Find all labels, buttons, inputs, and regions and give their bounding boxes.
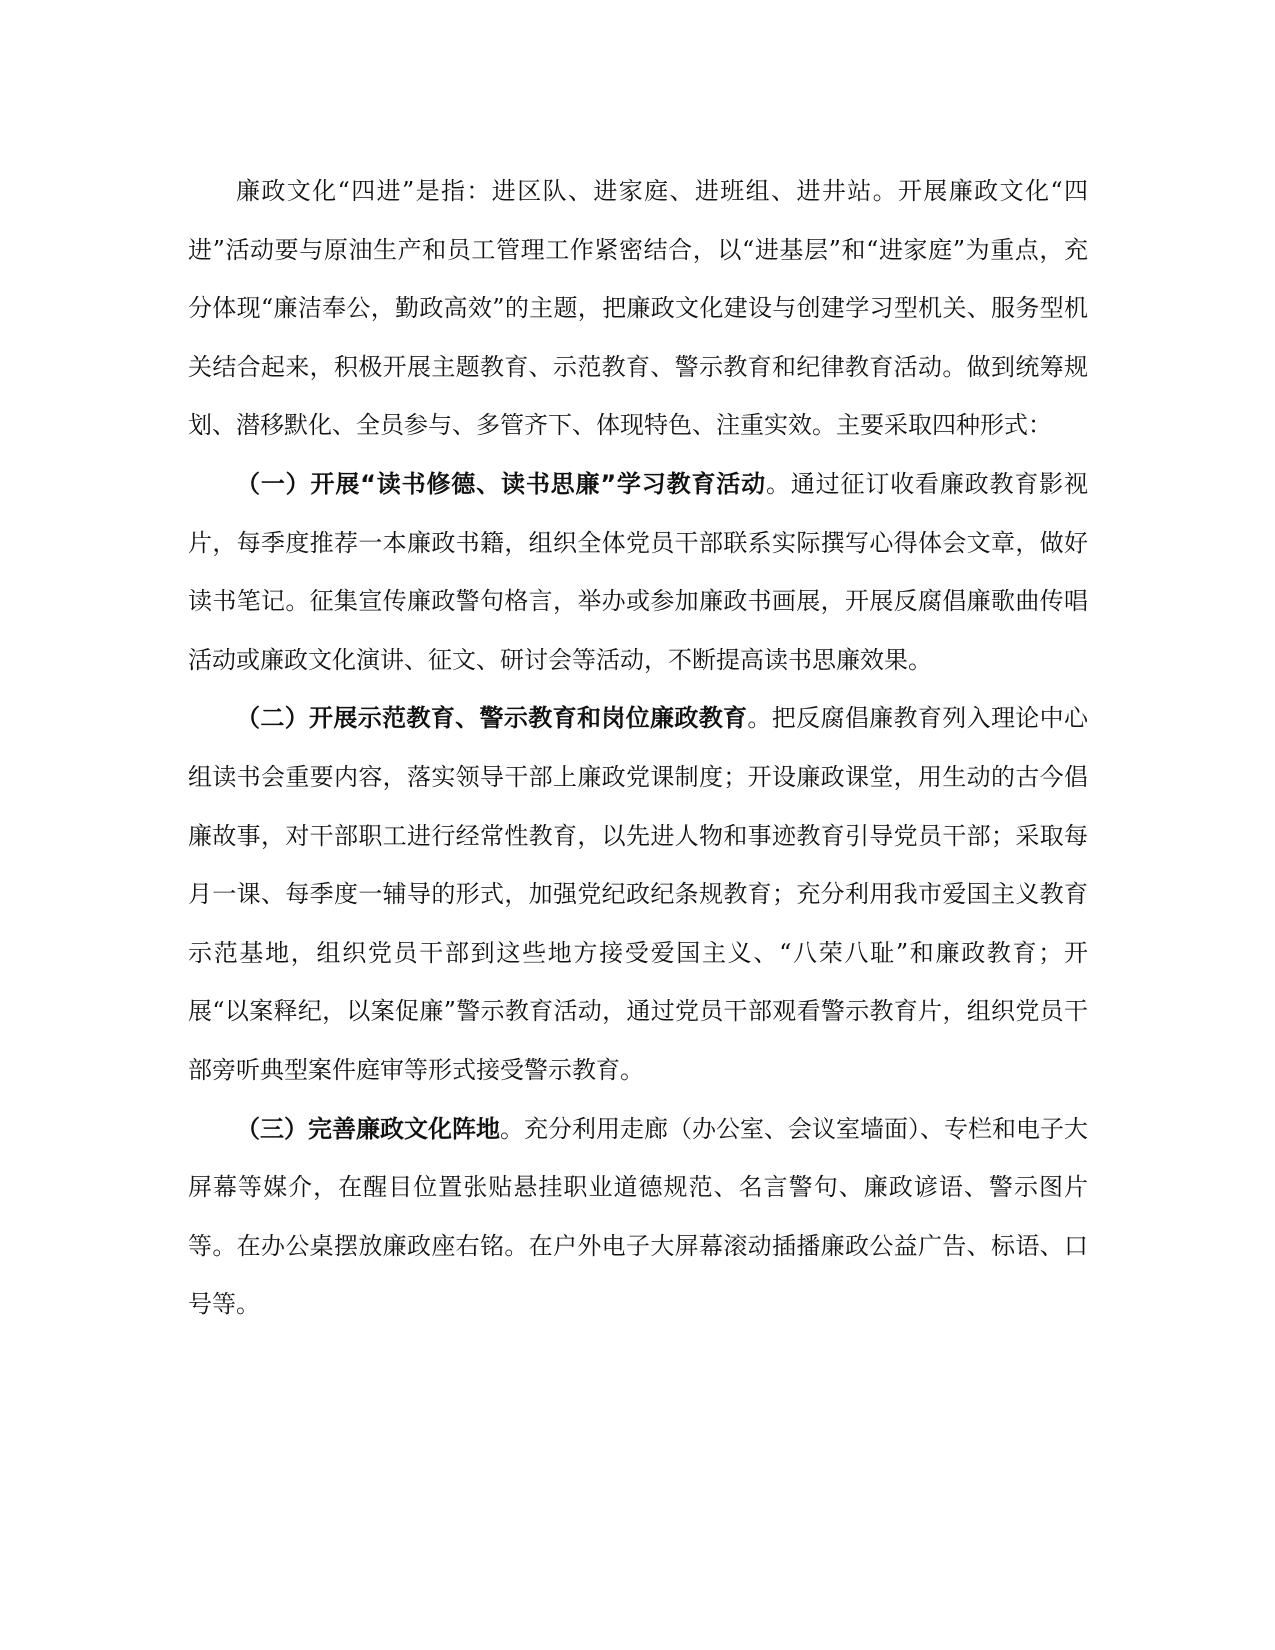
section-two-text: 。把反腐倡廉教育列入理论中心组读书会重要内容，落实领导干部上廉政党课制度；开设廉政课堂，用生动的古今倡廉故事，对干部职工进行经常性教育，以先进人物和事迹教育引导党员干部；采取每月一课、每季度一辅导的形式，加强党纪政纪条规教育；充分利用我市爱国主义教育示范基地，组织党员干部到这些地方接受爱国主义、“八荣八耻”和廉政教育；开展“以案释纪，以案促廉”警示教育活动，通过党员干部观看警示教育片，组织党员干部旁听典型案件庭审等形式接受警示教育。: [188, 704, 1089, 1084]
section-two-paragraph: [188, 689, 1088, 1099]
section-three-paragraph: [188, 1100, 1088, 1334]
intro-paragraph: [188, 162, 1088, 455]
section-three-text: 。充分利用走廊（办公室、会议室墙面）、专栏和电子大屏幕等媒介，在醒目位置张贴悬挂职业道德规范、名言警句、廉政谚语、警示图片等。在办公桌摆放廉政座右铭。在户外电子大屏幕滚动插播廉政公益广告、标语、口号等。: [188, 1114, 1088, 1319]
intro-paragraph-text: 廉政文化“四进”是指：进区队、进家庭、进班组、进井站。开展廉政文化“四进”活动要与原油生产和员工管理工作紧密结合，以“进基层”和“进家庭”为重点，充分体现“廉洁奉公，勤政高效”的主题，把廉政文化建设与创建学习型机关、服务型机关结合起来，积极开展主题教育、示范教育、警示教育和纪律教育活动。做到统筹规划、潜移默化、全员参与、多管齐下、体现特色、注重实效。主要采取四种形式：: [188, 177, 1088, 440]
section-one-paragraph: [188, 455, 1088, 689]
section-one-heading: （一）开展“读书修德、读书思廉”学习教育活动: [236, 469, 766, 498]
document-body: [188, 162, 1088, 1334]
section-three-heading: （三）完善廉政文化阵地: [236, 1114, 500, 1143]
section-two-heading: （二）开展示范教育、警示教育和岗位廉政教育: [236, 704, 748, 733]
section-one-text: 。通过征订收看廉政教育影视片，每季度推荐一本廉政书籍，组织全体党员干部联系实际撰写心得体会文章，做好读书笔记。征集宣传廉政警句格言，举办或参加廉政书画展，开展反腐倡廉歌曲传唱活动或廉政文化演讲、征文、研讨会等活动，不断提高读书思廉效果。: [188, 469, 1089, 674]
